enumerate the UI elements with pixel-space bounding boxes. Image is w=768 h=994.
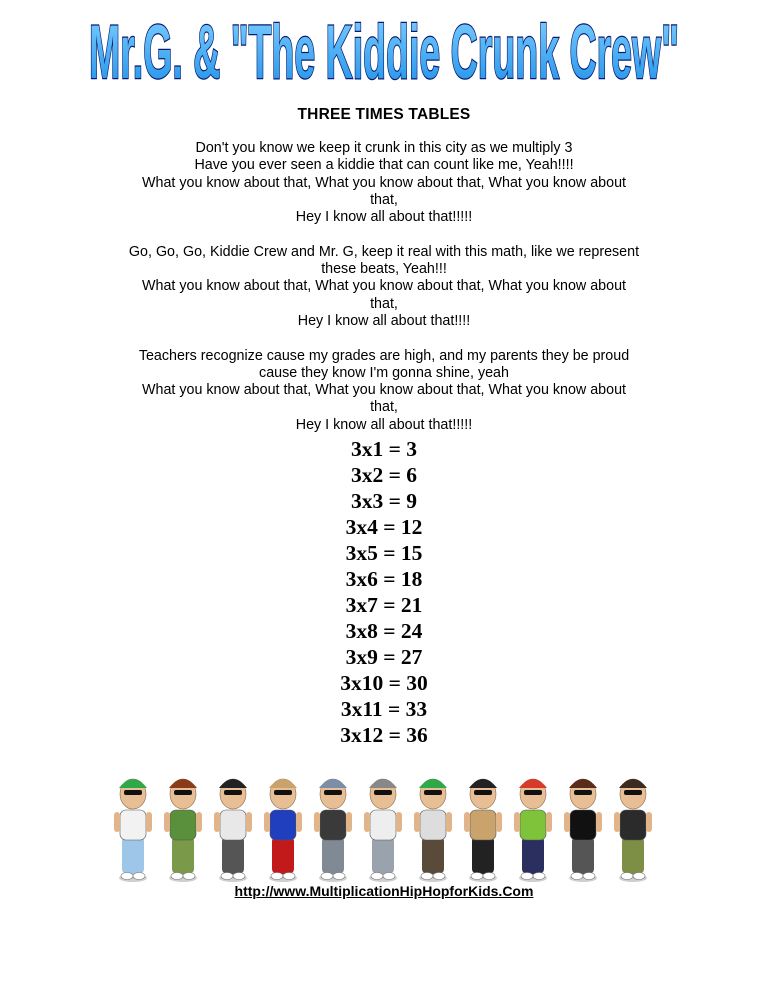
lyrics-stanza	[108, 348, 660, 434]
figurine-icon	[414, 779, 452, 882]
figurine-icon	[264, 779, 302, 882]
lyric-line: these beats, Yeah!!!	[321, 261, 447, 278]
figurine-icon	[614, 779, 652, 882]
figurine-icon	[314, 779, 352, 882]
figurine-icon	[564, 779, 602, 882]
figurine-icon	[464, 779, 502, 882]
times-table	[0, 436, 768, 748]
times-table-row: 3x10 = 30	[340, 671, 428, 695]
lyric-line: Go, Go, Go, Kiddie Crew and Mr. G, keep it real with this math, like we represent	[128, 243, 640, 260]
lyric-line: cause they know I'm gonna shine, yeah	[259, 364, 509, 381]
lyrics-block	[108, 140, 660, 434]
figurines-strip	[108, 772, 658, 884]
lyrics-stanza	[108, 244, 660, 330]
lyric-line: What you know about that, What you know about that, What you know about	[142, 382, 626, 399]
banner-title: Mr.G. & "The Kiddie Crunk Crew"	[89, 10, 679, 90]
times-table-row: 3x6 = 18	[345, 567, 423, 591]
times-table-row: 3x1 = 3	[350, 437, 417, 461]
lyric-line: Don't you know we keep it crunk in this city as we multiply 3	[195, 140, 573, 156]
lyric-line: that,	[370, 295, 398, 312]
figurine-icon	[514, 779, 552, 882]
figurine-icon	[214, 779, 252, 882]
figurine-icon	[164, 779, 202, 882]
lyric-line: Teachers recognize cause my grades are high, and my parents they be proud	[138, 347, 630, 364]
times-table-row: 3x5 = 15	[345, 541, 423, 565]
times-table-row: 3x4 = 12	[345, 515, 423, 539]
times-table-row: 3x9 = 27	[345, 645, 423, 669]
times-table-row: 3x12 = 36	[340, 723, 428, 747]
banner-logo	[0, 0, 768, 90]
times-table-row: 3x11 = 33	[340, 697, 428, 721]
times-table-row: 3x3 = 9	[350, 489, 417, 513]
website-link[interactable]: http://www.MultiplicationHipHopforKids.Com	[234, 883, 534, 899]
times-table-row: 3x2 = 6	[350, 463, 417, 487]
lyric-line: that,	[370, 399, 398, 416]
lyrics-stanza	[108, 140, 660, 226]
lyric-line: that,	[370, 191, 398, 208]
lyric-line: Have you ever seen a kiddie that can count like me, Yeah!!!!	[194, 157, 574, 174]
times-table-row: 3x8 = 24	[345, 619, 423, 643]
lyric-line: Hey I know all about that!!!!	[297, 312, 471, 329]
times-table-row: 3x7 = 21	[345, 593, 423, 617]
lyric-line: Hey I know all about that!!!!!	[295, 209, 473, 226]
lyric-line: What you know about that, What you know about that, What you know about	[142, 174, 626, 191]
lyric-line: What you know about that, What you know about that, What you know about	[142, 278, 626, 295]
figurine-icon	[114, 779, 152, 882]
lyric-line: Hey I know all about that!!!!!	[295, 416, 473, 433]
figurine-icon	[364, 779, 402, 882]
page-heading: THREE TIMES TABLES	[297, 106, 471, 123]
